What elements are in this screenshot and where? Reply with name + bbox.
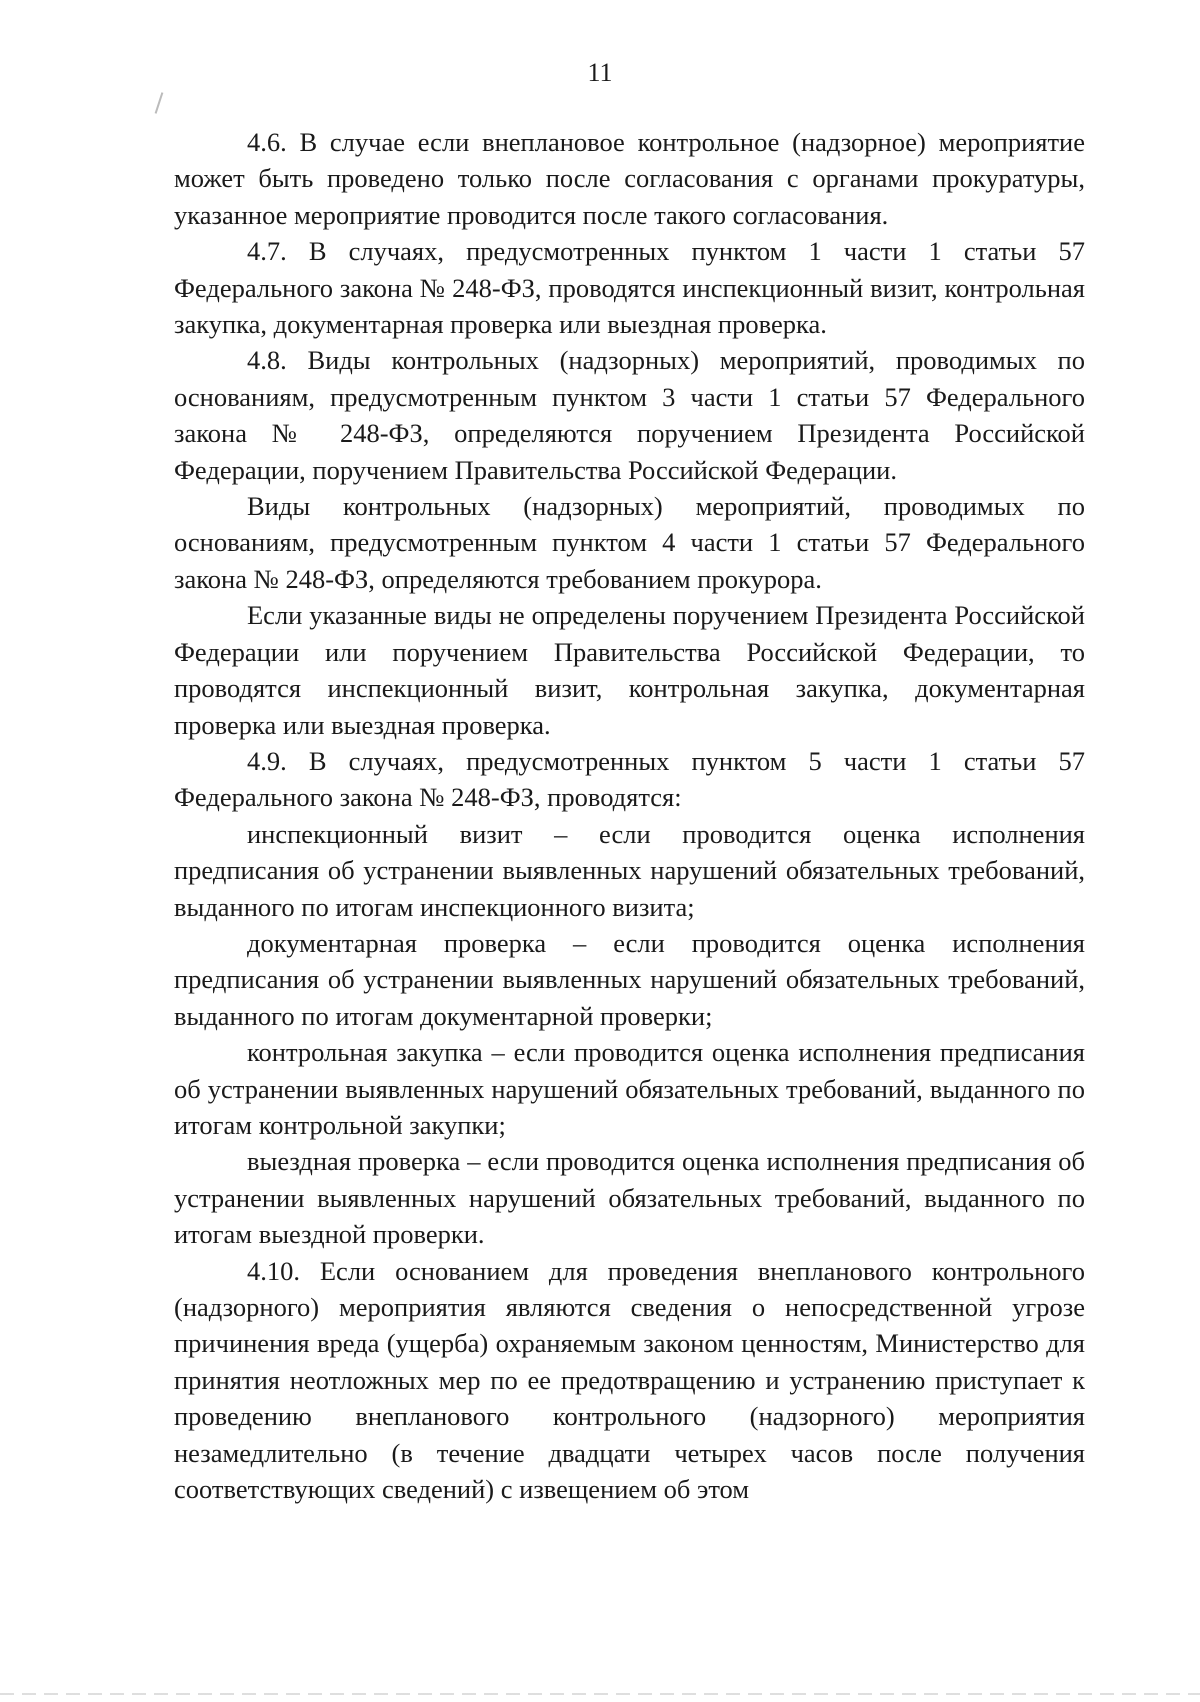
- paragraph-4-9-documentary-check: документарная проверка – если проводится оценка исполнения предписания об устранении выявленных нарушений обязательных требований, выданного по итогам документарной проверки;: [174, 927, 1085, 1031]
- page-number: 11: [587, 58, 613, 87]
- paragraph-4-9-field-check: выездная проверка – если проводится оценка исполнения предписания об устранении выявленных нарушений обязательных требований, выданного по итогам выездной проверки.: [174, 1146, 1085, 1250]
- document-body: [174, 124, 1085, 1507]
- paragraph-4-6: 4.6. В случае если внеплановое контрольное (надзорное) мероприятие может быть проведено только после согласования с органами прокуратуры, указанное мероприятие проводится после такого согласования.: [174, 127, 1085, 230]
- paragraph-4-7: 4.7. В случаях, предусмотренных пунктом 1 части 1 статьи 57 Федерального закона № 248-ФЗ, проводятся инспекционный визит, контрольная закупка, документарная проверка или выездная проверка.: [174, 236, 1085, 340]
- paragraph-4-9: 4.9. В случаях, предусмотренных пунктом 5 части 1 статьи 57 Федерального закона № 248-ФЗ, проводятся:: [174, 745, 1085, 813]
- paragraph-4-8-default: Если указанные виды не определены поручением Президента Российской Федерации или поручением Правительства Российской Федерации, то проводятся инспекционный визит, контрольная закупка, документарная проверка или выездная проверка.: [174, 600, 1085, 740]
- scan-edge-artifact: [0, 1693, 1200, 1695]
- paragraph-4-9-control-purchase: контрольная закупка – если проводится оценка исполнения предписания об устранении выявленных нарушений обязательных требований, выданного по итогам контрольной закупки;: [174, 1037, 1085, 1140]
- paragraph-4-8: 4.8. Виды контрольных (надзорных) мероприятий, проводимых по основаниям, предусмотренным пунктом 3 части 1 статьи 57 Федерального закона № 248-ФЗ, определяются поручением Президента Российской Федерации, поручением Правительства Российской Федерации.: [174, 345, 1085, 485]
- scan-artifact: [155, 92, 164, 114]
- paragraph-4-9-inspection-visit: инспекционный визит – если проводится оценка исполнения предписания об устранении выявленных нарушений обязательных требований, выданного по итогам инспекционного визита;: [174, 818, 1085, 922]
- paragraph-4-10: 4.10. Если основанием для проведения внепланового контрольного (надзорного) мероприятия являются сведения о непосредственной угрозе причинения вреда (ущерба) охраняемым законом ценностям, Министерство для принятия неотложных мер по ее предотвращению и устранению приступает к проведению внепланового контрольного (надзорного) мероприятия незамедлительно (в течение двадцати четырех часов после получения соответствующих сведений) с извещением об этом: [174, 1255, 1085, 1505]
- paragraph-4-8-prosecutor: Виды контрольных (надзорных) мероприятий, проводимых по основаниям, предусмотренным пунктом 4 части 1 статьи 57 Федерального закона № 248-ФЗ, определяются требованием прокурора.: [174, 491, 1085, 594]
